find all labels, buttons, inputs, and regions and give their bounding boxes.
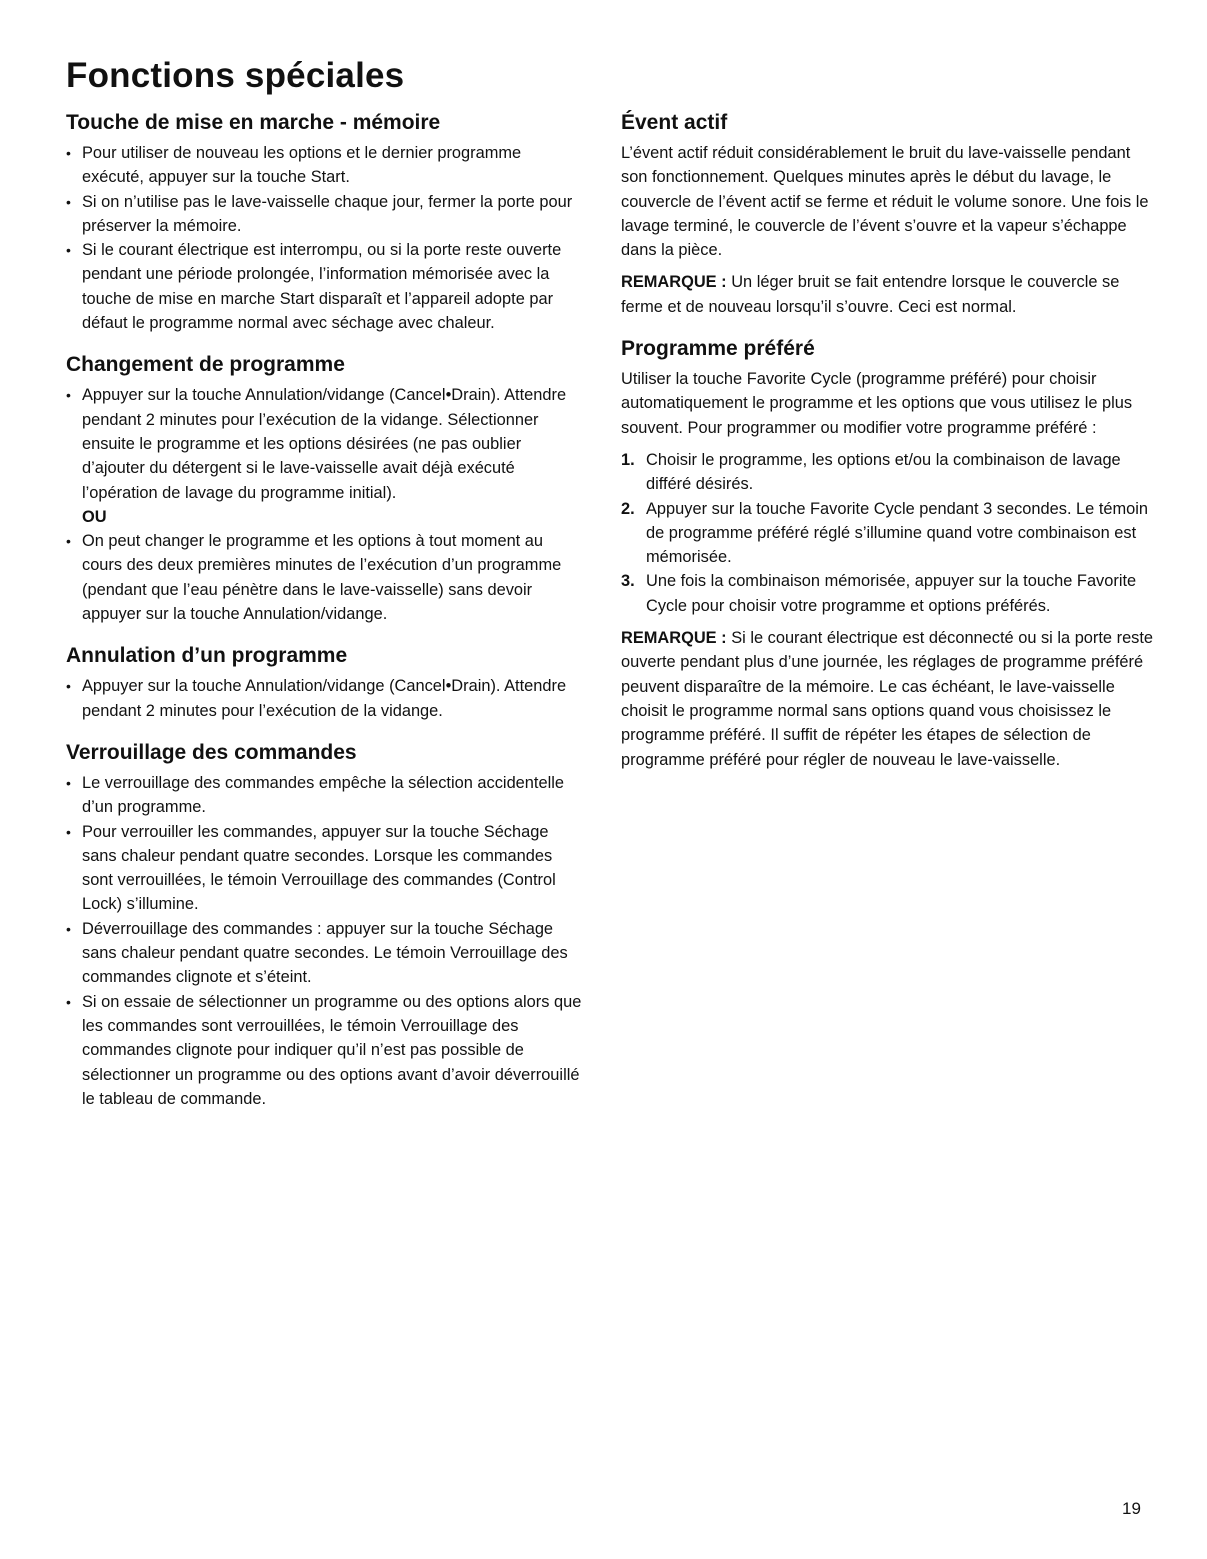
remark-text: Si le courant électrique est déconnecté ou si la porte reste ouverte pendant plus d’une journée, les réglages de programme préféré peuvent disparaître de la mémoire. Le cas échéant, le lave-vaisselle choisit le programme normal sans options quand vous choisissez le programme préféré. Il suffit de répéter les étapes de sélection de programme préféré pour régler de nouveau le lave-vaisselle.	[621, 629, 1154, 769]
bullet-item: • Le verrouillage des commandes empêche la sélection accidentelle d’un programme.	[66, 771, 586, 820]
remark-paragraph	[621, 270, 1156, 319]
section-verrouillage-commandes	[66, 740, 586, 1111]
bullet-item: • Pour verrouiller les commandes, appuyer sur la touche Séchage sans chaleur pendant quatre secondes. Lorsque les commandes sont verrouillées, le témoin Verrouillage des commandes (Control Lock) s’illumine.	[66, 820, 586, 917]
section-changement-programme	[66, 352, 586, 626]
bullet-item: • Si on n’utilise pas le lave-vaisselle chaque jour, fermer la porte pour préserver la mémoire.	[66, 190, 586, 239]
remark-paragraph	[621, 626, 1156, 772]
section-event-actif	[621, 110, 1156, 319]
bullet-item: • Si le courant électrique est interrompu, ou si la porte reste ouverte pendant une période prolongée, l’information mémorisée avec la touche de mise en marche Start disparaît et l’appareil adopte par défaut le programme normal avec séchage avec chaleur.	[66, 238, 586, 335]
left-column	[66, 110, 586, 1128]
step-item	[621, 569, 1156, 618]
or-label: OU	[82, 507, 107, 526]
page-title: Fonctions spéciales	[66, 56, 405, 95]
bullet-list	[66, 674, 586, 723]
step-number: 2.	[621, 499, 635, 518]
bullet-item: • On peut changer le programme et les options à tout moment au cours des deux premières minutes de l’exécution d’un programme (pendant que l’eau pénètre dans le lave-vaisselle) sans devoir appuyer sur la touche Annulation/vidange.	[66, 529, 586, 626]
section-heading: Verrouillage des commandes	[66, 740, 357, 764]
step-number: 1.	[621, 450, 635, 469]
step-item	[621, 448, 1156, 497]
bullet-list	[66, 529, 586, 626]
section-heading: Programme préféré	[621, 337, 815, 361]
remark-text: Un léger bruit se fait entendre lorsque le couvercle se ferme et de nouveau lorsqu’il s’ouvre. Ceci est normal.	[621, 273, 1120, 316]
remark-label: REMARQUE :	[621, 273, 727, 292]
step-text: Choisir le programme, les options et/ou la combinaison de lavage différé désirés.	[646, 450, 1121, 494]
section-touche-memoire	[66, 110, 586, 335]
bullet-list	[66, 141, 586, 335]
paragraph: L’évent actif réduit considérablement le bruit du lave-vaisselle pendant son fonctionnement. Quelques minutes après le début du lavage, le couvercle de l’évent actif se ferme et réduit le volume sonore. Une fois le lavage terminé, le couvercle de l’évent s’ouvre et la vapeur s’échappe dans la pièce.	[621, 144, 1149, 260]
step-item	[621, 497, 1156, 570]
paragraph: Utiliser la touche Favorite Cycle (programme préféré) pour choisir automatiquement le programme et les options que vous utilisez le plus souvent. Pour programmer ou modifier votre programme préféré :	[621, 370, 1133, 437]
remark-label: REMARQUE :	[621, 629, 727, 648]
bullet-list	[66, 383, 586, 504]
page-number: 19	[1122, 1499, 1141, 1518]
bullet-list	[66, 771, 586, 1111]
bullet-item: • Pour utiliser de nouveau les options et le dernier programme exécuté, appuyer sur la touche Start.	[66, 141, 586, 190]
right-column	[621, 110, 1156, 789]
step-text: Appuyer sur la touche Favorite Cycle pendant 3 secondes. Le témoin de programme préféré réglé s’illumine quand votre combinaison est mémorisée.	[646, 499, 1149, 567]
section-programme-prefere	[621, 336, 1156, 772]
bullet-item: • Appuyer sur la touche Annulation/vidange (Cancel•Drain). Attendre pendant 2 minutes pour l’exécution de la vidange. Sélectionner ensuite le programme et les options désirées (ne pas oublier d’ajouter du détergent si le lave-vaisselle avait déjà exécuté l’opération de lavage du programme initial).	[66, 383, 586, 504]
section-heading: Annulation d’un programme	[66, 644, 348, 668]
step-text: Une fois la combinaison mémorisée, appuyer sur la touche Favorite Cycle pour choisir votre programme et options préférés.	[646, 572, 1137, 615]
bullet-item: • Déverrouillage des commandes : appuyer sur la touche Séchage sans chaleur pendant quatre secondes. Le témoin Verrouillage des commandes clignote et s’éteint.	[66, 917, 586, 990]
bullet-item: • Si on essaie de sélectionner un programme ou des options alors que les commandes sont verrouillées, le témoin Verrouillage des commandes clignote pour indiquer qu’il n’est pas possible de sélectionner un programme ou des options avant d’avoir déverrouillé le tableau de commande.	[66, 990, 586, 1111]
section-annulation-programme	[66, 643, 586, 723]
section-heading: Changement de programme	[66, 353, 345, 377]
step-number: 3.	[621, 572, 635, 591]
bullet-item: • Appuyer sur la touche Annulation/vidange (Cancel•Drain). Attendre pendant 2 minutes pour l’exécution de la vidange.	[66, 674, 586, 723]
section-heading: Évent actif	[621, 111, 728, 134]
steps-list	[621, 448, 1156, 618]
section-heading: Touche de mise en marche - mémoire	[66, 111, 441, 134]
